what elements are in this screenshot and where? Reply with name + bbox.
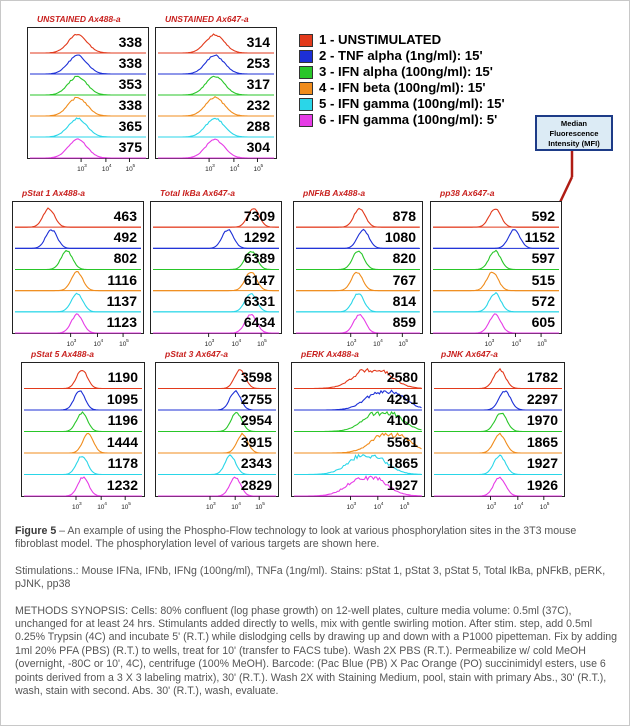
mfi-value: 492 — [113, 229, 137, 246]
axis-tick-label: 10 — [77, 166, 85, 173]
legend-label: 5 - IFN gamma (100ng/ml): 15' — [319, 96, 505, 111]
axis-tick-exponent: 5 — [128, 502, 131, 507]
axis-tick-exponent: 5 — [264, 339, 267, 344]
mfi-value: 5561 — [386, 433, 418, 450]
axis-tick-exponent: 5 — [132, 164, 136, 169]
mfi-value: 1152 — [524, 229, 555, 246]
axis-tick-exponent: 5 — [126, 339, 129, 344]
axis-tick-exponent: 4 — [100, 339, 104, 344]
mfi-value: 232 — [246, 97, 270, 113]
mfi-value: 1444 — [106, 433, 138, 450]
axis-tick-exponent: 4 — [238, 339, 242, 344]
mfi-value: 463 — [113, 208, 137, 224]
axis-tick-label: 10 — [539, 504, 548, 511]
axis-tick-exponent: 4 — [380, 502, 384, 507]
legend-label: 3 - IFN alpha (100ng/ml): 15' — [319, 64, 493, 79]
histogram-panel — [27, 27, 149, 173]
axis-tick-label: 10 — [346, 504, 354, 511]
mfi-value: 1080 — [384, 229, 416, 246]
axis-tick-exponent: 3 — [213, 502, 216, 507]
histogram-panel — [155, 362, 279, 511]
mfi-value: 6147 — [243, 271, 275, 288]
mfi-value: 1137 — [106, 292, 137, 309]
axis-tick-exponent: 4 — [104, 502, 107, 507]
mfi-value: 1782 — [526, 369, 558, 385]
axis-tick-label: 10 — [398, 341, 406, 348]
axis-tick-label: 10 — [486, 504, 494, 511]
methods-synopsis: METHODS SYNOPSIS: Cells: 80% confluent (log phase growth) on 12-well plates, culture media volume: 0.5ml (37C), unchanged for at least 24 hrs. Stimulants added directly to wells, mix with gentle swirling motion. After stim. step, add 0.5ml 0.25% Trypsin (4C) and incubate 5' (R.T.) while dislodging cells by drawing up and down with a P1000 pipetteman. Fix by adding 1ml 20% PFA (PBS) (R.T.) to wells, treat for 10' (transfer to FACS tube). Wash 2X PBS (R.T.). Permeabilize w/ cold MeOH (overnight, -80C or 10', 4C), centrifuge (100% MeOH). Barcode: (Pac Blue (PB) X Pac Orange (PO) succinimidyl esters, use 6 points derived from a 3 X 3 labeling matrix), 30' (R.T.). Wash 2X with Staining Medium, pool, stain with primary Abs., 30' (R.T.), wash, stain with second. Abs. 30' (R.T.), wash, evaluate. — [15, 604, 618, 698]
axis-tick-label: 10 — [253, 166, 261, 173]
mfi-value: 1970 — [526, 412, 558, 428]
mfi-value: 2580 — [386, 369, 418, 385]
histogram-panel — [430, 201, 562, 348]
axis-tick-label: 10 — [484, 341, 492, 348]
axis-tick-exponent: 5 — [546, 502, 550, 507]
mfi-value: 4100 — [386, 412, 418, 428]
mfi-value: 338 — [118, 97, 142, 113]
axis-tick-label: 10 — [66, 341, 74, 348]
mfi-value: 3915 — [240, 433, 272, 450]
histogram-panel — [21, 362, 145, 511]
axis-tick-label: 10 — [373, 341, 381, 348]
legend-label: 1 - UNSTIMULATED — [319, 32, 442, 47]
mfi-value: 767 — [392, 271, 416, 288]
axis-tick-label: 10 — [257, 341, 265, 348]
axis-tick-exponent: 3 — [353, 339, 357, 344]
figure-caption-text: – An example of using the Phospho-Flow technology to look at various phosphorylation sites in the 3T3 mouse fibroblast model. The phosphorylation level of various targets are shown here. — [15, 525, 577, 551]
panel-title: pStat 3 Ax647-a — [165, 349, 228, 359]
mfi-callout: Median Fluorescence Intensity (MFI) — [535, 115, 613, 151]
panel-title: Total IkBa Ax647-a — [160, 188, 235, 198]
mfi-value: 597 — [531, 250, 555, 267]
legend-label: 2 - TNF alpha (1ng/ml): 15' — [319, 48, 483, 63]
legend-label: 4 - IFN beta (100ng/ml): 15' — [319, 80, 486, 95]
mfi-value: 1927 — [386, 476, 418, 493]
mfi-value: 1927 — [526, 455, 558, 471]
panel-title: pERK Ax488-a — [301, 349, 359, 359]
panel-title: pNFkB Ax488-a — [303, 188, 366, 198]
legend-label: 6 - IFN gamma (100ng/ml): 5' — [319, 112, 498, 127]
mfi-value: 304 — [246, 139, 270, 155]
panel-title: pp38 Ax647-a — [440, 188, 495, 198]
stimulations-text: Stimulations.: Mouse IFNa, IFNb, IFNg (100ng/ml), TNFa (1ng/ml). Stains: pStat 1, pStat 3, pStat 5, Total IkBa, pNFkB, pERK, pJNK, pp38 — [15, 564, 606, 591]
axis-tick-exponent: 3 — [211, 339, 215, 344]
mfi-value: 6331 — [243, 292, 275, 309]
axis-tick-exponent: 4 — [518, 339, 522, 344]
axis-tick-label: 10 — [121, 504, 129, 511]
mfi-value: 4291 — [386, 390, 418, 407]
mfi-value: 572 — [531, 292, 555, 309]
mfi-value: 6434 — [243, 313, 275, 330]
axis-tick-exponent: 3 — [84, 164, 87, 169]
axis-tick-label: 10 — [204, 341, 212, 348]
mfi-value: 7309 — [243, 208, 275, 224]
mfi-value: 288 — [246, 118, 270, 134]
mfi-value: 1926 — [526, 476, 558, 493]
axis-tick-exponent: 3 — [79, 502, 82, 507]
mfi-value: 338 — [118, 55, 142, 71]
axis-tick-label: 10 — [101, 166, 110, 173]
mfi-value: 365 — [118, 118, 142, 134]
mfi-value: 605 — [531, 313, 555, 330]
axis-tick-label: 10 — [72, 504, 80, 511]
axis-tick-label: 10 — [513, 504, 522, 511]
axis-tick-label: 10 — [255, 504, 263, 511]
axis-tick-exponent: 5 — [544, 339, 547, 344]
panel-title: UNSTAINED Ax647-a — [165, 14, 249, 24]
panel-title: pJNK Ax647-a — [441, 349, 498, 359]
axis-tick-label: 10 — [537, 341, 545, 348]
axis-tick-label: 10 — [119, 341, 127, 348]
mfi-value: 1232 — [106, 476, 138, 493]
axis-tick-label: 10 — [231, 341, 239, 348]
histogram-panel — [150, 201, 282, 348]
axis-tick-label: 10 — [511, 341, 519, 348]
axis-tick-label: 10 — [206, 504, 214, 511]
figure-label: Figure 5 — [15, 525, 57, 537]
axis-tick-exponent: 5 — [260, 164, 264, 169]
mfi-value: 6389 — [243, 250, 275, 267]
axis-tick-exponent: 4 — [238, 502, 241, 507]
histogram-panel — [155, 27, 277, 173]
mfi-value: 2755 — [240, 390, 272, 407]
histogram-panel — [293, 201, 423, 348]
axis-tick-exponent: 4 — [520, 502, 524, 507]
figure-5 — [1, 1, 630, 519]
axis-tick-exponent: 3 — [491, 339, 495, 344]
axis-tick-exponent: 4 — [380, 339, 383, 344]
mfi-value: 1196 — [107, 412, 138, 428]
axis-tick-exponent: 3 — [353, 502, 357, 507]
axis-tick-label: 10 — [205, 166, 213, 173]
axis-tick-label: 10 — [399, 504, 408, 511]
mfi-value: 3598 — [240, 369, 272, 385]
mfi-value: 1178 — [107, 455, 138, 471]
mfi-value: 820 — [392, 250, 416, 267]
mfi-value: 1095 — [106, 390, 138, 407]
panel-title: pStat 5 Ax488-a — [31, 349, 94, 359]
mfi-value: 2829 — [240, 476, 272, 493]
mfi-value: 814 — [392, 292, 416, 309]
axis-tick-exponent: 3 — [212, 164, 215, 169]
axis-tick-exponent: 4 — [236, 164, 240, 169]
axis-tick-label: 10 — [97, 504, 105, 511]
mfi-value: 353 — [118, 76, 142, 92]
axis-tick-exponent: 5 — [406, 502, 410, 507]
axis-tick-label: 10 — [125, 166, 133, 173]
histogram-panel — [12, 201, 144, 348]
panel-title: UNSTAINED Ax488-a — [37, 14, 121, 24]
mfi-value: 338 — [118, 34, 142, 50]
histogram-panel — [291, 362, 425, 511]
mfi-value: 1865 — [526, 433, 558, 450]
mfi-value: 314 — [246, 34, 270, 50]
mfi-value: 317 — [246, 76, 270, 92]
histogram-panel — [431, 362, 565, 511]
axis-tick-label: 10 — [231, 504, 239, 511]
axis-tick-exponent: 3 — [73, 339, 77, 344]
figure-caption — [15, 525, 619, 552]
mfi-value: 802 — [113, 250, 137, 267]
mfi-value: 1116 — [107, 271, 137, 288]
axis-tick-exponent: 5 — [262, 502, 265, 507]
mfi-value: 253 — [246, 55, 270, 71]
mfi-value: 859 — [392, 313, 416, 330]
mfi-value: 1190 — [107, 369, 138, 385]
mfi-value: 878 — [392, 208, 416, 224]
mfi-value: 515 — [531, 271, 555, 288]
mfi-value: 1865 — [386, 455, 418, 471]
mfi-value: 375 — [118, 139, 142, 155]
mfi-value: 2343 — [240, 455, 272, 471]
mfi-value: 1123 — [106, 313, 137, 330]
axis-tick-label: 10 — [373, 504, 382, 511]
axis-tick-exponent: 4 — [108, 164, 112, 169]
mfi-value: 2954 — [240, 412, 272, 428]
mfi-value: 592 — [531, 208, 555, 224]
axis-tick-exponent: 3 — [493, 502, 497, 507]
caption — [15, 525, 619, 711]
mfi-value: 2297 — [526, 390, 558, 407]
axis-tick-label: 10 — [93, 341, 101, 348]
panel-title: pStat 1 Ax488-a — [22, 188, 85, 198]
mfi-value: 1292 — [243, 229, 275, 246]
axis-tick-label: 10 — [346, 341, 354, 348]
axis-tick-exponent: 5 — [405, 339, 409, 344]
axis-tick-label: 10 — [229, 166, 238, 173]
